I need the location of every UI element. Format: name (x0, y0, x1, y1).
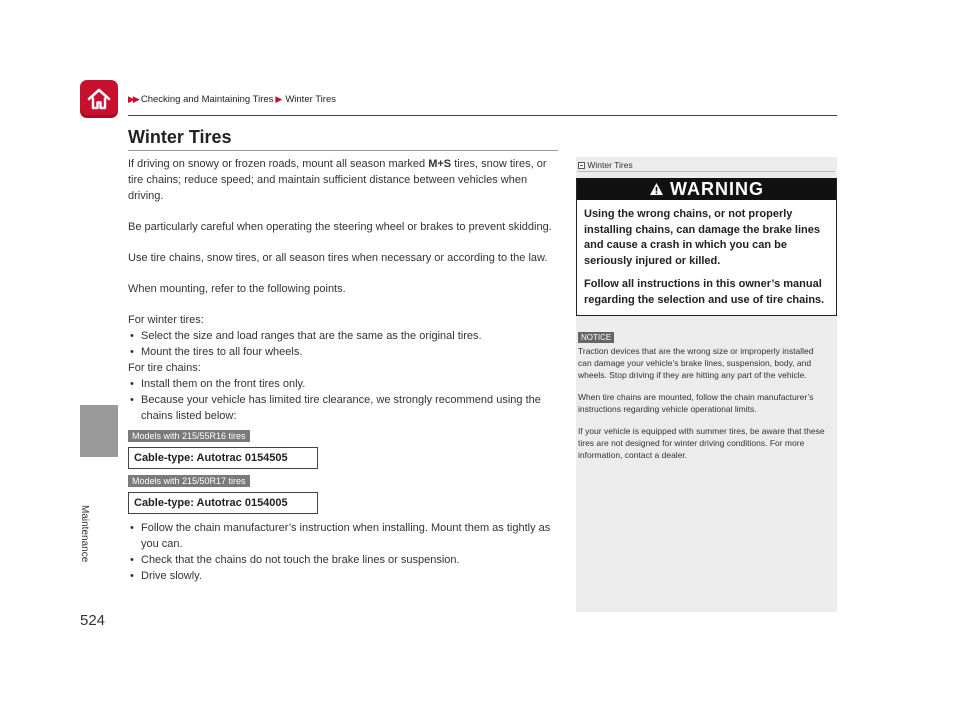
ms-marking: M+S (428, 158, 452, 170)
side-notes-panel (576, 157, 837, 612)
warning-label: WARNING (670, 179, 764, 199)
list-item: • Select the size and load ranges that are the same as the original tires. (128, 328, 560, 344)
breadcrumb-link-current[interactable]: Winter Tires (285, 94, 336, 105)
home-icon (85, 85, 113, 113)
cross-reference-icon (578, 162, 585, 169)
model-spec-2 (128, 469, 560, 514)
winter-tires-list (128, 328, 560, 360)
header-divider (128, 115, 837, 116)
list-item: • Follow the chain manufacturer’s instruction when installing. Mount them as tightly as you can. (128, 520, 560, 552)
winter-tires-heading: For winter tires: (128, 314, 204, 326)
main-content (128, 156, 560, 584)
notice-text: Traction devices that are the wrong size or improperly installed can damage your vehicle’s brake lines, suspension, body, and wheels. Stop driving if they are hitting any part of the vehicle. (578, 346, 814, 380)
tire-chains-heading: For tire chains: (128, 362, 201, 374)
breadcrumb-arrow-icon: ▶ (275, 94, 283, 104)
notice-body (576, 345, 837, 461)
tire-chains-list (128, 376, 560, 424)
model-tag: Models with 215/50R17 tires (128, 475, 250, 487)
page-number: 524 (80, 612, 106, 629)
list-item: • Because your vehicle has limited tire clearance, we strongly recommend using the chains listed below: (128, 392, 560, 424)
model-tag: Models with 215/55R16 tires (128, 430, 250, 442)
warning-text: Using the wrong chains, or not properly installing chains, can damage the brake lines and cause a crash in which you can be seriously injured or killed. (584, 208, 820, 267)
list-item: • Check that the chains do not touch the brake lines or suspension. (128, 552, 560, 568)
cable-spec-box: Cable-type: Autotrac 0154505 (128, 447, 318, 469)
intro-text-before: If driving on snowy or frozen roads, mount all season marked (128, 158, 426, 170)
notice-label: NOTICE (578, 332, 614, 343)
section-tab-marker (80, 405, 118, 457)
warning-triangle-icon (649, 182, 664, 196)
breadcrumb (128, 94, 336, 105)
warning-box (576, 178, 837, 316)
breadcrumb-arrow-icon: ▶▶ (128, 94, 138, 104)
careful-paragraph: Be particularly careful when operating the steering wheel or brakes to prevent skidding. (128, 221, 552, 233)
summer-tires-note: If your vehicle is equipped with summer tires, be aware that these tires are not designed for winter driving conditions. For more information, contact a dealer. (578, 426, 825, 460)
warning-header (577, 178, 836, 200)
home-button[interactable] (80, 80, 118, 118)
cable-spec-box: Cable-type: Autotrac 0154005 (128, 492, 318, 514)
chain-limits-note: When tire chains are mounted, follow the chain manufacturer’s instructions regarding vehicle operational limits. (578, 392, 814, 414)
warning-text: Follow all instructions in this owner’s manual regarding the selection and use of tire chains. (584, 278, 825, 306)
model-spec-1 (128, 424, 560, 469)
breadcrumb-link-parent[interactable]: Checking and Maintaining Tires (140, 94, 274, 105)
list-item: • Install them on the front tires only. (128, 376, 560, 392)
title-divider (128, 150, 558, 151)
list-item: • Mount the tires to all four wheels. (128, 344, 560, 360)
side-panel-heading (576, 159, 837, 171)
side-panel-divider (578, 171, 835, 172)
installation-list (128, 520, 560, 584)
page-title: Winter Tires (128, 127, 232, 147)
intro-paragraph (128, 156, 560, 204)
intro-text-after: tires, snow tires, or tire chains; reduce speed; and maintain sufficient distance between vehicles when driving. (128, 158, 547, 202)
side-panel-heading-text: Winter Tires (587, 160, 633, 170)
list-item: • Drive slowly. (128, 568, 560, 584)
law-paragraph: Use tire chains, snow tires, or all season tires when necessary or according to the law. (128, 252, 548, 264)
section-tab-label: Maintenance (79, 505, 90, 563)
mounting-paragraph: When mounting, refer to the following points. (128, 283, 346, 295)
warning-body (577, 200, 836, 315)
